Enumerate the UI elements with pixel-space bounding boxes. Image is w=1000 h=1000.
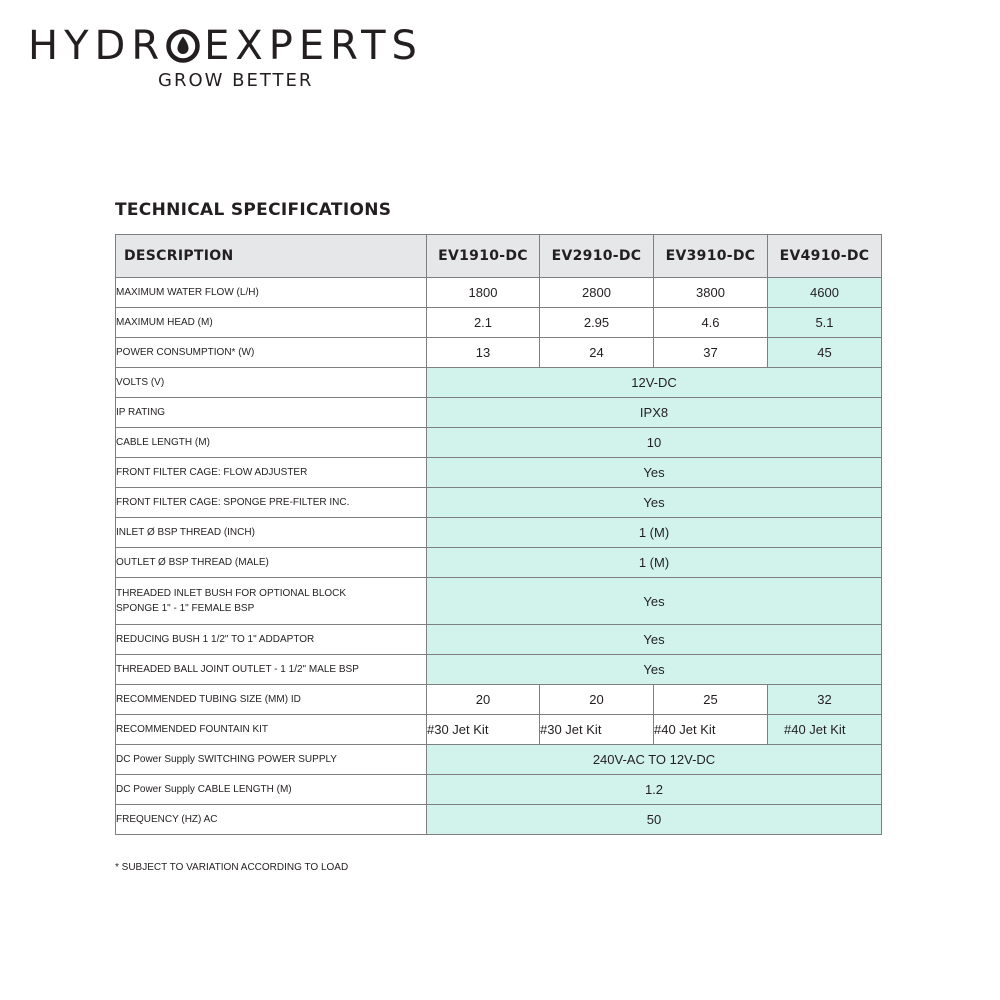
row-label: OUTLET Ø BSP THREAD (MALE) (116, 548, 427, 578)
merged-value-cell: 1.2 (427, 775, 882, 805)
table-cell: #30 Jet Kit (427, 715, 540, 745)
table-row (116, 715, 882, 745)
row-label-line-1: THREADED INLET BUSH FOR OPTIONAL BLOCK (116, 588, 347, 599)
merged-value-cell: 1 (M) (427, 518, 882, 548)
table-cell: 1800 (427, 278, 540, 308)
merged-value-cell: Yes (427, 458, 882, 488)
merged-value-cell: 240V-AC TO 12V-DC (427, 745, 882, 775)
column-header-description: DESCRIPTION (116, 235, 427, 278)
table-row (116, 338, 882, 368)
brand-name-part2: EXPERTS (204, 23, 423, 69)
row-label (116, 578, 427, 625)
table-cell: 2.95 (540, 308, 654, 338)
row-label: POWER CONSUMPTION* (W) (116, 338, 427, 368)
merged-value-cell: Yes (427, 488, 882, 518)
table-cell: 20 (540, 685, 654, 715)
row-label: FRONT FILTER CAGE: SPONGE PRE-FILTER INC. (116, 488, 427, 518)
merged-value-cell: IPX8 (427, 398, 882, 428)
row-label: FRONT FILTER CAGE: FLOW ADJUSTER (116, 458, 427, 488)
table-row (116, 655, 882, 685)
table-cell: 13 (427, 338, 540, 368)
table-row (116, 685, 882, 715)
table-row (116, 398, 882, 428)
water-drop-icon (166, 27, 200, 63)
table-row (116, 775, 882, 805)
row-label: RECOMMENDED TUBING SIZE (MM) ID (116, 685, 427, 715)
table-cell-highlight: 45 (768, 338, 882, 368)
column-header-ev4910: EV4910-DC (768, 235, 882, 278)
column-header-ev1910: EV1910-DC (427, 235, 540, 278)
merged-value-cell: 12V-DC (427, 368, 882, 398)
section-title: TECHNICAL SPECIFICATIONS (115, 200, 392, 220)
row-label: THREADED BALL JOINT OUTLET - 1 1/2" MALE BSP (116, 655, 427, 685)
row-label-line-2: SPONGE 1" - 1" FEMALE BSP (116, 603, 255, 614)
merged-value-cell: 10 (427, 428, 882, 458)
row-label: FREQUENCY (HZ) AC (116, 805, 427, 835)
table-row (116, 458, 882, 488)
column-header-ev3910: EV3910-DC (654, 235, 768, 278)
row-label: VOLTS (V) (116, 368, 427, 398)
table-row (116, 278, 882, 308)
table-cell: 2.1 (427, 308, 540, 338)
table-header-row (116, 235, 882, 278)
row-label: MAXIMUM HEAD (M) (116, 308, 427, 338)
table-row (116, 745, 882, 775)
merged-value-cell: Yes (427, 625, 882, 655)
table-cell: 24 (540, 338, 654, 368)
row-label: MAXIMUM WATER FLOW (L/H) (116, 278, 427, 308)
table-row (116, 518, 882, 548)
row-label: REDUCING BUSH 1 1/2" TO 1" ADDAPTOR (116, 625, 427, 655)
table-cell: #40 Jet Kit (654, 715, 768, 745)
table-cell: 37 (654, 338, 768, 368)
table-row (116, 805, 882, 835)
table-row (116, 368, 882, 398)
brand-name-part1: HYDR (28, 23, 166, 69)
table-row (116, 428, 882, 458)
row-label: IP RATING (116, 398, 427, 428)
table-cell: 3800 (654, 278, 768, 308)
brand-logo (28, 23, 458, 92)
merged-value-cell: Yes (427, 655, 882, 685)
brand-tagline: GROW BETTER (158, 70, 314, 91)
table-row (116, 488, 882, 518)
merged-value-cell: 1 (M) (427, 548, 882, 578)
row-label: CABLE LENGTH (M) (116, 428, 427, 458)
row-label: DC Power Supply CABLE LENGTH (M) (116, 775, 427, 805)
row-label: INLET Ø BSP THREAD (INCH) (116, 518, 427, 548)
table-cell: 2800 (540, 278, 654, 308)
row-label: RECOMMENDED FOUNTAIN KIT (116, 715, 427, 745)
merged-value-cell: Yes (427, 578, 882, 625)
table-row (116, 308, 882, 338)
table-cell-highlight: #40 Jet Kit (768, 715, 882, 745)
table-cell-highlight: 4600 (768, 278, 882, 308)
column-header-ev2910: EV2910-DC (540, 235, 654, 278)
brand-wordmark (28, 23, 423, 69)
spec-table (115, 234, 882, 835)
table-row (116, 548, 882, 578)
table-cell: 4.6 (654, 308, 768, 338)
merged-value-cell: 50 (427, 805, 882, 835)
table-cell: 20 (427, 685, 540, 715)
table-cell-highlight: 32 (768, 685, 882, 715)
row-label: DC Power Supply SWITCHING POWER SUPPLY (116, 745, 427, 775)
table-row (116, 578, 882, 625)
table-row (116, 625, 882, 655)
table-cell-highlight: 5.1 (768, 308, 882, 338)
table-cell: #30 Jet Kit (540, 715, 654, 745)
footnote: * SUBJECT TO VARIATION ACCORDING TO LOAD (115, 862, 349, 873)
table-cell: 25 (654, 685, 768, 715)
